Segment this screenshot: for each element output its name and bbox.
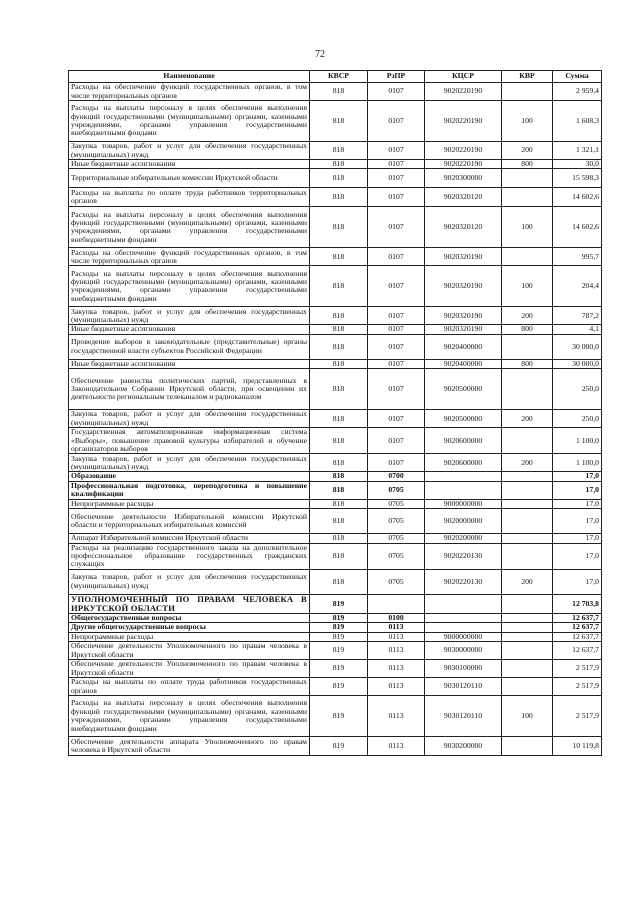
row-rzpr: 0113 — [368, 737, 425, 756]
row-name: Обеспечение деятельности Избирательной комиссии Иркутской области и территориальных избирательных комиссий — [69, 509, 310, 534]
row-kcsr: 9020220190 — [425, 160, 502, 169]
page-number: 72 — [315, 49, 325, 60]
table-row — [69, 188, 602, 207]
row-rzpr: 0107 — [368, 307, 425, 325]
row-kcsr — [425, 472, 502, 481]
row-name: Иные бюджетные ассигнования — [69, 359, 310, 368]
row-rzpr: 0107 — [368, 169, 425, 188]
row-sum: 250,0 — [553, 369, 602, 410]
table-row — [69, 632, 602, 641]
row-kvsr: 818 — [310, 207, 368, 248]
table-row — [69, 454, 602, 472]
table-row — [69, 737, 602, 756]
row-rzpr: 0705 — [368, 499, 425, 508]
row-kvsr: 819 — [310, 642, 368, 660]
row-sum: 1 100,0 — [553, 454, 602, 472]
row-kcsr — [425, 623, 502, 632]
row-name: Расходы на реализацию государственного заказа на дополнительное профессиональное образование государственных гражданских служащих — [69, 543, 310, 569]
row-rzpr: 0700 — [368, 472, 425, 481]
row-sum: 30,0 — [553, 160, 602, 169]
row-kcsr: 9020220130 — [425, 569, 502, 594]
row-sum: 995,7 — [553, 248, 602, 266]
row-name: Другие общегосударственные вопросы — [69, 623, 310, 632]
row-rzpr: 0705 — [368, 481, 425, 499]
row-kcsr: 9000000000 — [425, 632, 502, 641]
row-kcsr: 9020600000 — [425, 428, 502, 454]
header-kcsr: КЦСР — [425, 71, 502, 83]
row-kvsr: 818 — [310, 481, 368, 499]
row-kvsr: 819 — [310, 632, 368, 641]
table-row — [69, 499, 602, 508]
row-kvr — [502, 334, 553, 359]
row-kvsr: 819 — [310, 594, 368, 613]
row-kcsr: 9030100000 — [425, 660, 502, 678]
row-rzpr: 0107 — [368, 188, 425, 207]
row-kvr — [502, 509, 553, 534]
row-kvr: 200 — [502, 410, 553, 428]
row-name: Закупка товаров, работ и услуг для обеспечения государственных (муниципальных) нужд — [69, 307, 310, 325]
row-kvr — [502, 543, 553, 569]
row-kvr: 800 — [502, 325, 553, 334]
row-rzpr: 0107 — [368, 359, 425, 368]
row-kcsr: 9020220190 — [425, 101, 502, 142]
row-sum: 30 000,0 — [553, 334, 602, 359]
row-kcsr: 9020220190 — [425, 83, 502, 101]
row-kvr — [502, 623, 553, 632]
row-kvsr: 819 — [310, 696, 368, 737]
row-kvsr: 818 — [310, 307, 368, 325]
row-sum: 17,0 — [553, 472, 602, 481]
row-sum: 1 608,3 — [553, 101, 602, 142]
table-row — [69, 696, 602, 737]
row-kvr: 800 — [502, 160, 553, 169]
row-sum: 4,1 — [553, 325, 602, 334]
row-kvr — [502, 499, 553, 508]
row-kvsr: 819 — [310, 737, 368, 756]
row-sum: 1 100,0 — [553, 428, 602, 454]
row-kvr — [502, 594, 553, 613]
row-kcsr: 9020400000 — [425, 359, 502, 368]
table-row — [69, 359, 602, 368]
row-name: Расходы на выплаты по оплате труда работников территориальных органов — [69, 188, 310, 207]
row-name: Расходы на выплаты персоналу в целях обеспечения выполнения функций государственными (муниципальными) органами, казенными учреждениями, органами управления государственными внебюджетными фондами — [69, 207, 310, 248]
row-kvr: 200 — [502, 307, 553, 325]
row-kcsr: 9020200000 — [425, 534, 502, 543]
row-kcsr — [425, 481, 502, 499]
row-kcsr: 9020000000 — [425, 509, 502, 534]
row-kvr — [502, 678, 553, 696]
row-kvsr: 818 — [310, 499, 368, 508]
table-body — [69, 83, 602, 756]
row-rzpr: 0107 — [368, 142, 425, 160]
row-kvsr: 818 — [310, 472, 368, 481]
table-row — [69, 207, 602, 248]
table-row — [69, 472, 602, 481]
row-kcsr: 9030000000 — [425, 642, 502, 660]
row-kcsr: 9020320190 — [425, 325, 502, 334]
row-kcsr: 9020600000 — [425, 454, 502, 472]
row-rzpr: 0107 — [368, 410, 425, 428]
row-name: Территориальные избирательные комиссии Иркутской области — [69, 169, 310, 188]
row-rzpr: 0705 — [368, 569, 425, 594]
row-kvsr: 818 — [310, 543, 368, 569]
row-rzpr: 0107 — [368, 101, 425, 142]
table-row — [69, 428, 602, 454]
row-name: Образование — [69, 472, 310, 481]
row-sum: 17,0 — [553, 481, 602, 499]
row-name: Расходы на обеспечение функций государственных органов, в том числе территориальных органов — [69, 248, 310, 266]
row-name: Обеспечение равенства политических партий, представленных в Законодательном Собрании Иркутской области, при освещении их деятельности региональным телеканалом и радиоканалом — [69, 369, 310, 410]
table-row — [69, 543, 602, 569]
row-kcsr: 9030120110 — [425, 678, 502, 696]
row-name: Аппарат Избирательной комиссии Иркутской области — [69, 534, 310, 543]
row-name: Расходы на выплаты по оплате труда работников государственных органов — [69, 678, 310, 696]
row-name: Профессиональная подготовка, переподготовка и повышение квалификации — [69, 481, 310, 499]
row-kvr — [502, 83, 553, 101]
row-rzpr: 0107 — [368, 334, 425, 359]
row-kvsr: 818 — [310, 369, 368, 410]
table-row — [69, 410, 602, 428]
row-kvsr: 819 — [310, 660, 368, 678]
row-name: Закупка товаров, работ и услуг для обеспечения государственных (муниципальных) нужд — [69, 569, 310, 594]
table-row — [69, 160, 602, 169]
row-kvsr: 818 — [310, 101, 368, 142]
row-kvr: 800 — [502, 359, 553, 368]
row-sum: 17,0 — [553, 534, 602, 543]
row-rzpr: 0107 — [368, 369, 425, 410]
row-sum: 17,0 — [553, 569, 602, 594]
row-kcsr: 9020320190 — [425, 248, 502, 266]
row-rzpr: 0113 — [368, 623, 425, 632]
row-rzpr: 0107 — [368, 428, 425, 454]
table-header-row — [69, 71, 602, 83]
row-kvr — [502, 369, 553, 410]
row-sum: 787,2 — [553, 307, 602, 325]
row-sum: 12 637,7 — [553, 642, 602, 660]
row-kvsr: 818 — [310, 569, 368, 594]
row-rzpr: 0107 — [368, 83, 425, 101]
row-kcsr: 9020300000 — [425, 169, 502, 188]
row-kvsr: 818 — [310, 334, 368, 359]
row-kvsr: 818 — [310, 509, 368, 534]
row-sum: 2 517,9 — [553, 696, 602, 737]
row-sum: 2 517,9 — [553, 678, 602, 696]
row-name: Непрограммные расходы — [69, 499, 310, 508]
table-row — [69, 613, 602, 622]
row-rzpr: 0107 — [368, 325, 425, 334]
row-name: Государственная автоматизированная информационная система «Выборы», повышение правовой культуры избирателей и обучение организаторов выборов — [69, 428, 310, 454]
row-sum: 1 321,1 — [553, 142, 602, 160]
row-kcsr: 9020500000 — [425, 369, 502, 410]
row-name: Расходы на выплаты персоналу в целях обеспечения выполнения функций государственными (муниципальными) органами, казенными учреждениями, органами управления государственными внебюджетными фондами — [69, 266, 310, 307]
row-rzpr: 0113 — [368, 696, 425, 737]
row-kvr: 100 — [502, 266, 553, 307]
row-kvsr: 818 — [310, 428, 368, 454]
row-kvr: 200 — [502, 454, 553, 472]
row-name: Общегосударственные вопросы — [69, 613, 310, 622]
row-sum: 14 602,6 — [553, 188, 602, 207]
row-kcsr: 9020320190 — [425, 307, 502, 325]
row-sum: 30 000,0 — [553, 359, 602, 368]
row-name: Расходы на выплаты персоналу в целях обеспечения выполнения функций государственными (муниципальными) органами, казенными учреждениями, органами управления государственными внебюджетными фондами — [69, 101, 310, 142]
row-name: УПОЛНОМОЧЕННЫЙ ПО ПРАВАМ ЧЕЛОВЕКА В ИРКУТСКОЙ ОБЛАСТИ — [69, 594, 310, 613]
row-kcsr: 9020320190 — [425, 266, 502, 307]
row-sum: 204,4 — [553, 266, 602, 307]
row-kvsr: 818 — [310, 188, 368, 207]
row-rzpr: 0113 — [368, 660, 425, 678]
row-name: Проведение выборов в законодательные (представительные) органы государственной власти субъектов Российской Федерации — [69, 334, 310, 359]
row-name: Обеспечение деятельности Уполномоченного по правам человека в Иркутской области — [69, 660, 310, 678]
row-kvsr: 818 — [310, 248, 368, 266]
row-rzpr: 0107 — [368, 454, 425, 472]
row-name: Закупка товаров, работ и услуг для обеспечения государственных (муниципальных) нужд — [69, 454, 310, 472]
row-name: Расходы на выплаты персоналу в целях обеспечения выполнения функций государственными (муниципальными) органами, казенными учреждениями, органами управления государственными внебюджетными фондами — [69, 696, 310, 737]
row-kvr: 100 — [502, 696, 553, 737]
row-kvsr: 818 — [310, 454, 368, 472]
row-kvr: 200 — [502, 142, 553, 160]
row-kcsr: 9020220130 — [425, 543, 502, 569]
table-row — [69, 266, 602, 307]
row-sum: 2 959,4 — [553, 83, 602, 101]
row-kcsr: 9020320120 — [425, 207, 502, 248]
row-kcsr: 9020220190 — [425, 142, 502, 160]
row-rzpr: 0705 — [368, 534, 425, 543]
header-kvr: КВР — [502, 71, 553, 83]
row-kvsr: 819 — [310, 623, 368, 632]
row-name: Непрограммные расходы — [69, 632, 310, 641]
row-name: Иные бюджетные ассигнования — [69, 160, 310, 169]
row-kvsr: 818 — [310, 266, 368, 307]
table-row — [69, 101, 602, 142]
row-rzpr: 0107 — [368, 266, 425, 307]
budget-table — [68, 70, 602, 756]
row-kvr — [502, 660, 553, 678]
table-row — [69, 594, 602, 613]
header-name: Наименование — [69, 71, 310, 83]
row-kvr — [502, 428, 553, 454]
row-kvr — [502, 613, 553, 622]
header-rzpr: РзПР — [368, 71, 425, 83]
row-rzpr: 0107 — [368, 207, 425, 248]
row-kvsr: 819 — [310, 613, 368, 622]
row-name: Закупка товаров, работ и услуг для обеспечения государственных (муниципальных) нужд — [69, 142, 310, 160]
row-kvr — [502, 481, 553, 499]
row-name: Закупка товаров, работ и услуг для обеспечения государственных (муниципальных) нужд — [69, 410, 310, 428]
table-row — [69, 642, 602, 660]
row-sum: 12 703,8 — [553, 594, 602, 613]
table-row — [69, 660, 602, 678]
table-row — [69, 83, 602, 101]
table-row — [69, 169, 602, 188]
table-row — [69, 509, 602, 534]
row-sum: 12 637,7 — [553, 632, 602, 641]
table-row — [69, 307, 602, 325]
row-kvsr: 818 — [310, 534, 368, 543]
row-rzpr: 0113 — [368, 678, 425, 696]
row-kcsr: 9030120110 — [425, 696, 502, 737]
row-kcsr: 9030200000 — [425, 737, 502, 756]
row-rzpr: 0113 — [368, 632, 425, 641]
row-kvr: 100 — [502, 207, 553, 248]
row-name: Обеспечение деятельности Уполномоченного по правам человека в Иркутской области — [69, 642, 310, 660]
row-rzpr: 0107 — [368, 248, 425, 266]
table-row — [69, 623, 602, 632]
row-rzpr — [368, 594, 425, 613]
row-kvsr: 818 — [310, 169, 368, 188]
row-rzpr: 0100 — [368, 613, 425, 622]
row-sum: 10 119,8 — [553, 737, 602, 756]
row-kcsr: 9000000000 — [425, 499, 502, 508]
row-sum: 15 598,3 — [553, 169, 602, 188]
row-kcsr: 9020500000 — [425, 410, 502, 428]
row-kvr — [502, 632, 553, 641]
row-kvsr: 818 — [310, 83, 368, 101]
row-rzpr: 0113 — [368, 642, 425, 660]
table-row — [69, 369, 602, 410]
header-kvsr: КВСР — [310, 71, 368, 83]
row-kvr: 100 — [502, 101, 553, 142]
table-row — [69, 248, 602, 266]
row-sum: 12 637,7 — [553, 613, 602, 622]
row-sum: 12 637,7 — [553, 623, 602, 632]
row-sum: 17,0 — [553, 543, 602, 569]
table-row — [69, 481, 602, 499]
row-kvsr: 818 — [310, 325, 368, 334]
row-kcsr: 9020400000 — [425, 334, 502, 359]
row-name: Иные бюджетные ассигнования — [69, 325, 310, 334]
row-rzpr: 0107 — [368, 160, 425, 169]
row-kcsr — [425, 594, 502, 613]
row-kcsr: 9020320120 — [425, 188, 502, 207]
row-name: Расходы на обеспечение функций государственных органов, в том числе территориальных органов — [69, 83, 310, 101]
table-row — [69, 142, 602, 160]
table-row — [69, 569, 602, 594]
row-kvr — [502, 534, 553, 543]
row-kvsr: 818 — [310, 359, 368, 368]
row-kvsr: 818 — [310, 142, 368, 160]
table-row — [69, 534, 602, 543]
row-kvsr: 819 — [310, 678, 368, 696]
row-kvsr: 818 — [310, 410, 368, 428]
table-row — [69, 325, 602, 334]
row-rzpr: 0705 — [368, 509, 425, 534]
row-sum: 250,0 — [553, 410, 602, 428]
row-kvr — [502, 472, 553, 481]
row-kvsr: 818 — [310, 160, 368, 169]
row-kvr — [502, 169, 553, 188]
row-sum: 17,0 — [553, 509, 602, 534]
row-kvr — [502, 642, 553, 660]
table-row — [69, 678, 602, 696]
row-kcsr — [425, 613, 502, 622]
table-row — [69, 334, 602, 359]
row-sum: 14 602,6 — [553, 207, 602, 248]
row-kvr — [502, 188, 553, 207]
header-sum: Сумма — [553, 71, 602, 83]
row-sum: 2 517,9 — [553, 660, 602, 678]
row-sum: 17,0 — [553, 499, 602, 508]
row-name: Обеспечение деятельности аппарата Уполномоченного по правам человека в Иркутской области — [69, 737, 310, 756]
row-kvr — [502, 248, 553, 266]
row-kvr — [502, 737, 553, 756]
row-rzpr: 0705 — [368, 543, 425, 569]
row-kvr: 200 — [502, 569, 553, 594]
